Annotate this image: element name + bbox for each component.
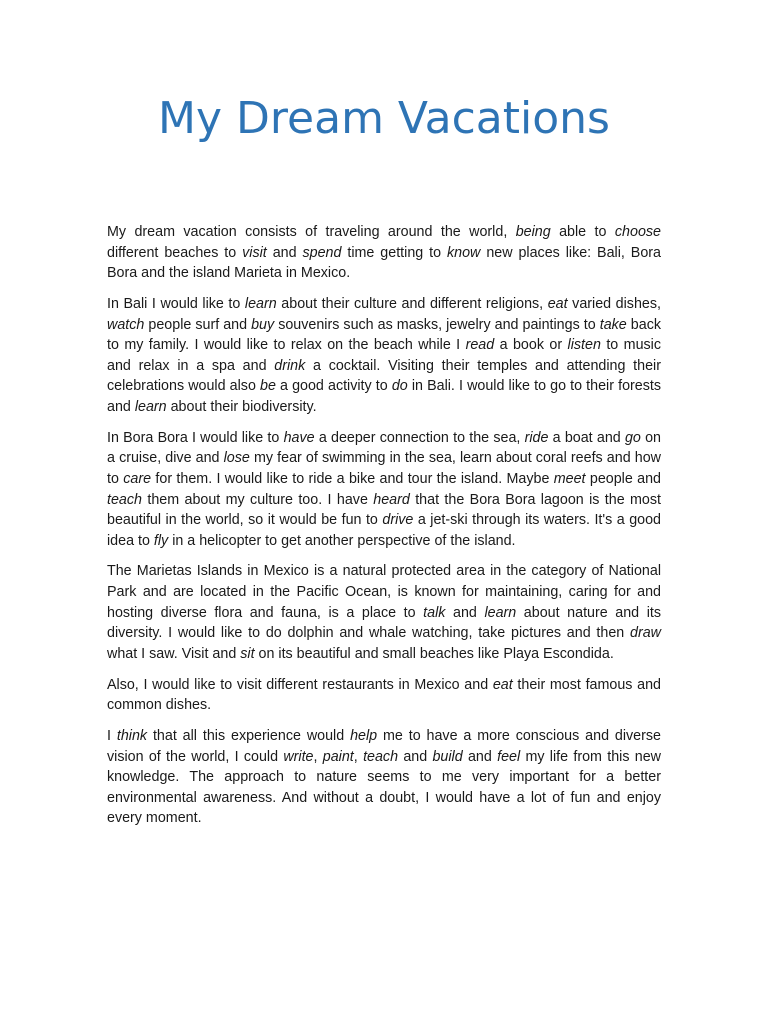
italic-verb: be	[260, 378, 276, 395]
text-run: that the Bora Bora lagoon is the most beautiful in the world, so it would be fun to	[107, 491, 661, 529]
italic-verb: learn	[134, 398, 167, 415]
text-run: varied dishes,	[567, 295, 661, 312]
text-run: what I saw. Visit and	[107, 645, 241, 662]
italic-verb: ride	[524, 429, 549, 446]
italic-verb: lose	[223, 450, 250, 467]
italic-verb: talk	[423, 604, 446, 621]
text-run: and	[266, 244, 303, 261]
italic-verb: take	[599, 316, 627, 333]
italic-verb: feel	[497, 748, 521, 765]
text-run: and	[445, 604, 485, 621]
italic-verb: go	[624, 429, 641, 446]
italic-verb: know	[447, 244, 481, 261]
text-run: that all this experience would	[147, 728, 351, 744]
italic-verb: spend	[302, 244, 342, 261]
italic-verb: fly	[153, 532, 169, 549]
italic-verb: read	[465, 337, 495, 354]
italic-verb: teach	[107, 491, 142, 508]
italic-verb: drive	[382, 512, 414, 529]
paragraph-conclusion	[107, 726, 661, 829]
italic-verb: eat	[492, 676, 513, 693]
italic-verb: sit	[240, 645, 255, 662]
italic-verb: care	[123, 470, 152, 487]
text-run: Also, I would like to visit different restaurants in Mexico and	[107, 676, 493, 693]
text-run: time getting to	[341, 244, 447, 261]
paragraph-bali	[107, 294, 661, 418]
italic-verb: learn	[244, 295, 277, 312]
text-run: I	[107, 728, 117, 744]
text-run: a cocktail. Visiting their temples and attending their celebrations would also	[107, 357, 661, 395]
italic-verb: heard	[373, 491, 410, 508]
text-run: ,	[313, 748, 323, 765]
text-run: my fear of swimming in the sea, learn about coral reefs and how to	[107, 450, 662, 487]
text-run: about nature and its diversity. I would like to do dolphin and whale watching, take pictures and then	[107, 604, 662, 642]
italic-verb: choose	[614, 224, 661, 240]
text-run: souvenirs such as masks, jewelry and paintings to	[274, 316, 600, 333]
text-run: on its beautiful and small beaches like Playa Escondida.	[254, 645, 614, 662]
text-run: a book or	[494, 337, 568, 354]
text-run: for them. I would like to ride a bike and tour the island. Maybe	[151, 470, 554, 487]
document-body	[107, 222, 661, 839]
text-run: a jet-ski through its waters. It's a good idea to	[107, 512, 662, 549]
text-run: on a cruise, dive and	[107, 429, 661, 467]
italic-verb: do	[391, 378, 408, 395]
italic-verb: being	[515, 224, 551, 240]
text-run: me to have a more conscious and diverse vision of the world, I could	[107, 728, 661, 765]
text-run: people surf and	[144, 316, 252, 333]
text-run: In Bali I would like to	[107, 295, 245, 312]
text-run: people and	[585, 470, 661, 487]
italic-verb: buy	[251, 316, 275, 333]
text-run: and	[462, 748, 498, 765]
text-run: My dream vacation consists of traveling around the world,	[107, 224, 516, 240]
italic-verb: eat	[547, 295, 568, 312]
text-run: them about my culture too. I have	[141, 491, 374, 508]
paragraph-bora-bora	[107, 428, 661, 552]
italic-verb: watch	[107, 316, 145, 333]
text-run: my life from this new knowledge. The approach to nature seems to me very important for a better environmental awareness. And without a doubt, I would have a lot of fun and enjoy every moment.	[107, 748, 661, 827]
text-run: about their biodiversity.	[166, 398, 317, 415]
text-run: their most famous and common dishes.	[107, 676, 661, 714]
italic-verb: meet	[553, 470, 586, 487]
italic-verb: teach	[363, 748, 399, 765]
italic-verb: build	[432, 748, 463, 765]
italic-verb: drink	[274, 357, 306, 374]
text-run: new places like: Bali, Bora Bora and the island Marieta in Mexico.	[107, 244, 661, 282]
text-run: In Bora Bora I would like to	[107, 429, 284, 446]
paragraph-marietas	[107, 561, 661, 664]
text-run: a good activity to	[275, 378, 392, 395]
text-run: The Marietas Islands in Mexico is a natural protected area in the category of National Park and are located in the Pacific Ocean, is known for maintaining, caring for and hosting diverse flora and fauna, is a place to	[107, 563, 661, 621]
text-run: a boat and	[548, 429, 625, 446]
document-title: My Dream Vacations	[158, 93, 610, 144]
italic-verb: think	[116, 728, 148, 744]
italic-verb: write	[283, 748, 314, 765]
paragraph-intro	[107, 222, 661, 284]
text-run: in a helicopter to get another perspective of the island.	[168, 532, 516, 549]
text-run: about their culture and different religions,	[276, 295, 548, 312]
italic-verb: learn	[484, 604, 517, 621]
italic-verb: paint	[322, 748, 354, 765]
italic-verb: draw	[630, 625, 661, 642]
text-run: ,	[353, 748, 364, 765]
text-run: to music and relax in a spa and	[107, 337, 662, 374]
text-run: a deeper connection to the sea,	[314, 429, 525, 446]
italic-verb: help	[350, 728, 378, 744]
text-run: back to my family. I would like to relax on the beach while I	[107, 316, 661, 354]
italic-verb: listen	[567, 337, 601, 354]
italic-verb: visit	[242, 244, 267, 261]
text-run: different beaches to	[107, 244, 243, 261]
text-run: able to	[550, 224, 615, 240]
paragraph-restaurants	[107, 675, 661, 716]
italic-verb: have	[283, 429, 315, 446]
text-run: and	[398, 748, 433, 765]
text-run: in Bali. I would like to go to their forests and	[107, 378, 662, 415]
